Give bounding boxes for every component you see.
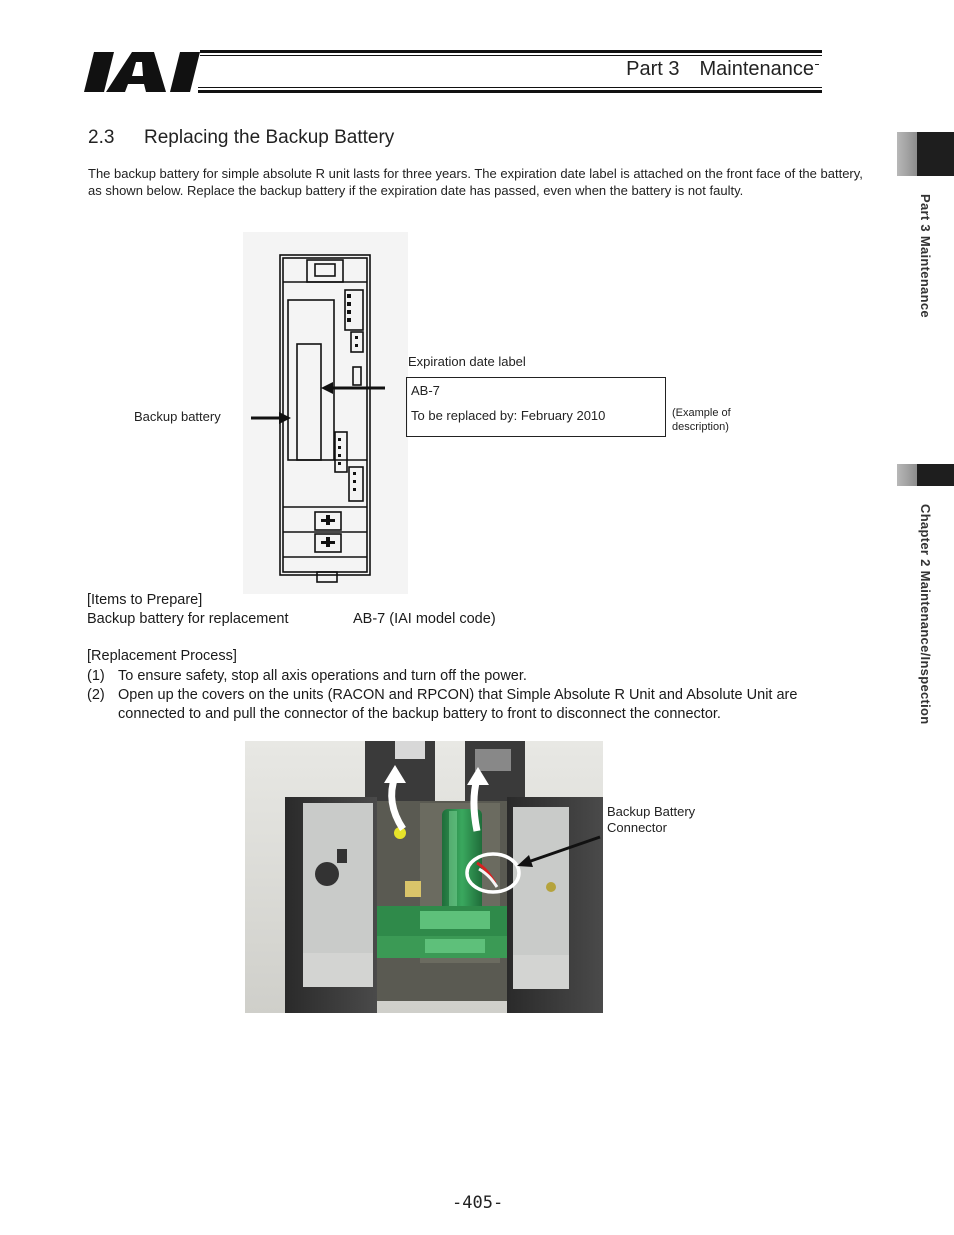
process-step xyxy=(87,667,867,686)
expiration-label-box xyxy=(406,377,666,437)
page-number: -405- xyxy=(452,1193,504,1213)
intro-paragraph: The backup battery for simple absolute R unit lasts for three years. The expiration date label is attached on the front face of the battery, as shown below. Replace the backup battery if the expiration date has passed, even when the battery is not faulty. xyxy=(88,166,863,198)
example-note-line: description) xyxy=(672,421,729,433)
label-model-code: AB-7 xyxy=(411,383,440,398)
iai-logo xyxy=(84,50,200,94)
connector-caption xyxy=(607,804,695,836)
opened-units-photo xyxy=(245,741,603,1013)
header-rule xyxy=(198,87,822,88)
side-tab-part-label: Part 3 Maintenance xyxy=(918,194,933,318)
side-tab-part xyxy=(897,132,917,176)
expiration-date-label-caption: Expiration date label xyxy=(408,354,526,369)
section-number: 2.3 xyxy=(88,127,115,148)
label-replace-date: To be replaced by: February 2010 xyxy=(411,408,606,423)
replacement-process-heading: [Replacement Process] xyxy=(87,648,237,664)
step-number: (1) xyxy=(87,668,105,684)
header-tick xyxy=(815,64,819,65)
example-note xyxy=(672,406,731,434)
part-title: Part 3 Maintenance xyxy=(626,58,814,80)
header-rule xyxy=(200,55,822,56)
connector-caption-line: Backup Battery xyxy=(607,804,696,819)
header-rule xyxy=(198,90,822,93)
side-tab-part xyxy=(917,132,954,176)
step-number: (2) xyxy=(87,687,105,703)
process-step xyxy=(87,686,867,723)
header-rule xyxy=(200,50,822,53)
side-tab-chapter xyxy=(897,464,917,486)
items-to-prepare-heading: [Items to Prepare] xyxy=(87,592,203,608)
side-tab-chapter-label: Chapter 2 Maintenance/Inspection xyxy=(918,504,933,725)
backup-battery-caption: Backup battery xyxy=(134,409,221,424)
items-to-prepare-item: Backup battery for replacement xyxy=(87,611,289,627)
side-tab-chapter xyxy=(917,464,954,486)
items-to-prepare-value: AB-7 (IAI model code) xyxy=(353,611,496,627)
step-text: To ensure safety, stop all axis operations and turn off the power. xyxy=(118,668,527,684)
unit-outline-drawing xyxy=(243,232,408,594)
example-note-line: (Example of xyxy=(672,407,731,419)
step-text: Open up the covers on the units (RACON and RPCON) that Simple Absolute R Unit and Absolute Unit are connected to and pull the connector of the backup battery to front to disconnect the connector. xyxy=(118,687,798,722)
connector-caption-line: Connector xyxy=(607,820,667,835)
section-heading xyxy=(88,127,394,149)
section-title: Replacing the Backup Battery xyxy=(144,127,395,148)
